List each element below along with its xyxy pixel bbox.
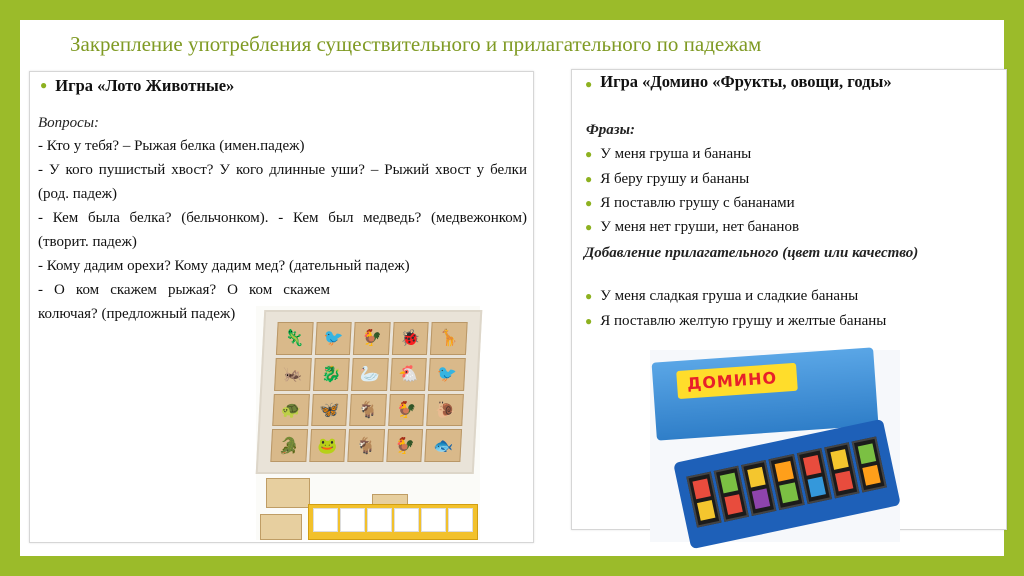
question-line-4: - Кому дадим орехи? Кому дадим мед? (дательный падеж): [38, 258, 410, 274]
right-heading: [585, 72, 985, 94]
animal-icon: 🐌: [434, 401, 456, 419]
phrase-item: ● У меня груша и бананы: [585, 146, 752, 162]
slide-title: Закрепление употребления существительного и прилагательного по падежам: [70, 32, 762, 56]
animal-icon: 🐊: [278, 437, 300, 455]
animal-icon: 🦎: [284, 330, 305, 348]
lotto-cube: [390, 358, 427, 391]
animal-icon: 🦢: [359, 366, 381, 384]
lotto-cube: [349, 394, 386, 427]
animal-icon: 🐓: [394, 437, 416, 455]
left-heading: [40, 76, 234, 96]
adjective-phrase-item: ● Я поставлю желтую грушу и желтые бананы: [585, 313, 887, 329]
animal-icon: 🦗: [282, 366, 304, 384]
slide: [20, 20, 1004, 556]
bullet-icon: ●: [585, 196, 593, 210]
bullet-icon: ●: [585, 220, 593, 234]
lotto-tile: [260, 514, 302, 540]
question-line-3: - Кем была белка? (бельчонком). - Кем был медведь? (медвежонком) (творит. падеж): [38, 210, 527, 250]
lotto-cube-grid: [270, 322, 467, 462]
animal-icon: 🐦: [436, 366, 458, 384]
animal-icon: 🐦: [322, 330, 344, 348]
domino-game-image: [650, 350, 900, 542]
bullet-icon: ●: [585, 289, 593, 303]
lotto-cube: [270, 429, 307, 462]
lotto-cube: [386, 429, 423, 462]
animal-icon: 🦋: [319, 401, 340, 419]
lotto-cube: [392, 322, 429, 355]
question-line-5: - О ком скажем рыжая? О ком скажем колючая? (предложный падеж): [38, 282, 330, 322]
domino-tray: [673, 419, 901, 550]
bullet-icon: ●: [40, 78, 48, 92]
lotto-cube: [353, 322, 390, 355]
animal-icon: 🐓: [396, 401, 418, 419]
animal-icon: 🦒: [438, 330, 460, 348]
questions-label: Вопросы:: [38, 115, 99, 131]
bullet-icon: ●: [585, 314, 593, 328]
lotto-cube: [427, 394, 464, 427]
phrase-item: ● Я поставлю грушу с бананами: [585, 195, 795, 211]
adjectives-label: Добавление прилагательного (цвет или качество): [584, 245, 919, 261]
lotto-cube: [309, 429, 346, 462]
question-line-2: - У кого пушистый хвост? У кого длинные уши? – Рыжий хвост у белки (род. падеж): [38, 162, 527, 202]
lotto-cube: [315, 322, 352, 355]
phrases-label: Фразы:: [586, 122, 636, 138]
lotto-cube: [428, 358, 465, 391]
animal-icon: 🐞: [399, 330, 421, 348]
animal-icon: 🐐: [355, 437, 377, 455]
question-line-1: - Кто у тебя? – Рыжая белка (имен.падеж): [38, 138, 305, 154]
lotto-cube: [274, 358, 311, 391]
lotto-cube: [313, 358, 350, 391]
lotto-cube: [351, 358, 388, 391]
animal-icon: 🐐: [357, 401, 379, 419]
lotto-animals-image: [256, 306, 480, 540]
animal-icon: 🐔: [398, 366, 419, 384]
right-heading-text: Игра «Домино «Фрукты, овощи, годы»: [600, 72, 892, 91]
lotto-cube: [430, 322, 467, 355]
bullet-icon: ●: [585, 147, 593, 161]
adjective-phrase-item: ● У меня сладкая груша и сладкие бананы: [585, 288, 859, 304]
lotto-cube: [348, 429, 385, 462]
lotto-card: [308, 504, 478, 540]
animal-icon: 🐸: [317, 437, 338, 455]
bullet-icon: ●: [585, 77, 593, 91]
phrase-item: ● Я беру грушу и бананы: [585, 171, 750, 187]
lotto-tile: [266, 478, 310, 508]
lotto-cube: [311, 394, 348, 427]
animal-icon: 🐢: [280, 401, 302, 419]
domino-box-title: ДОМИНО: [686, 368, 778, 394]
lotto-box: [256, 310, 483, 474]
bullet-icon: ●: [585, 172, 593, 186]
lotto-cube: [276, 322, 313, 355]
phrase-item: ● У меня нет груши, нет бананов: [585, 219, 800, 235]
lotto-cube: [425, 429, 462, 462]
lotto-cube: [388, 394, 425, 427]
left-heading-text: Игра «Лото Животные»: [55, 76, 235, 95]
animal-icon: 🐟: [432, 437, 454, 455]
animal-icon: 🐓: [361, 330, 383, 348]
lotto-cube: [272, 394, 309, 427]
animal-icon: 🐉: [320, 366, 342, 384]
